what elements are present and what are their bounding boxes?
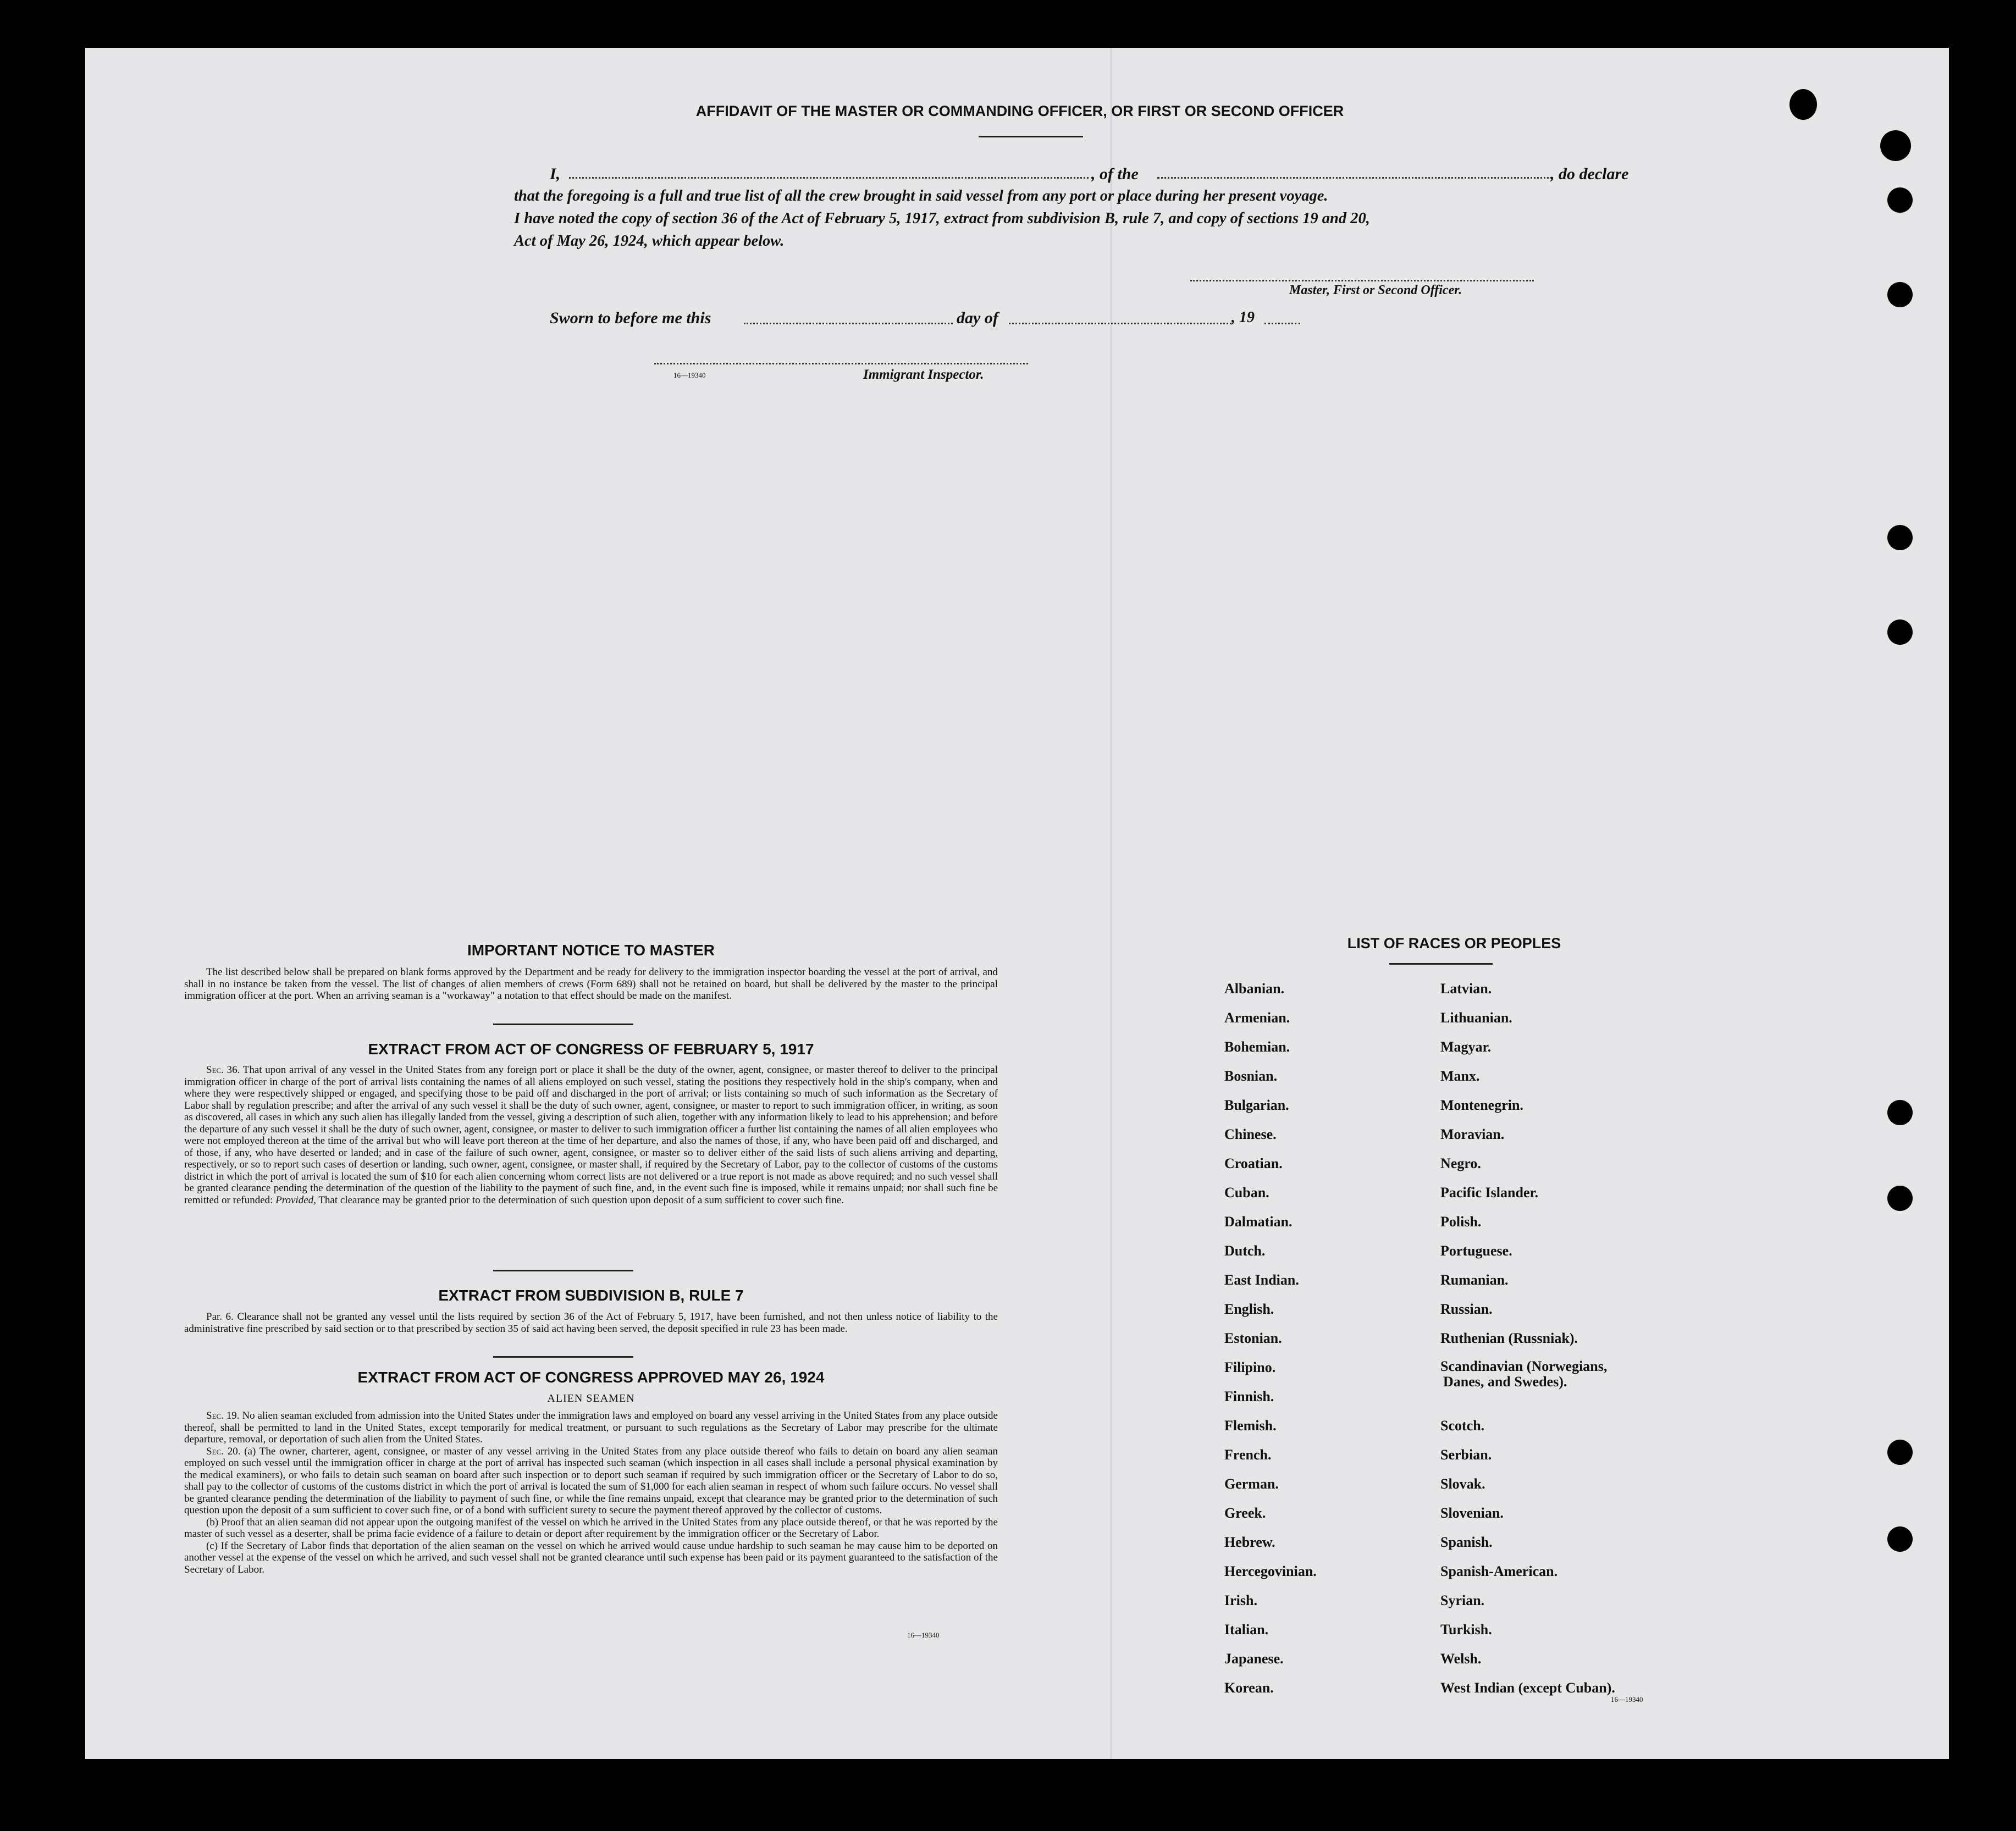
section-rule (493, 1356, 633, 1358)
race-item: Montenegrin. (1440, 1097, 1523, 1113)
section-20c-text: (c) If the Secretary of Labor finds that deportation of the alien seaman on the vessel on which he arrived would cause undue hardship to such seaman he may cause him to be deported on another vessel at the expense of the vessel on which he arrived, and such vessel shall not be granted clearance until such expense has been paid or its payment guaranteed to the satisfaction of the Secretary of Labor. (184, 1540, 998, 1575)
ink-blot (1880, 130, 1911, 161)
punch-hole (1887, 1186, 1913, 1211)
race-item: Pacific Islander. (1440, 1185, 1539, 1201)
signature-label: Master, First or Second Officer. (1289, 283, 1462, 297)
races-title-rule (1389, 963, 1493, 965)
notice-text (184, 966, 998, 1002)
section-label: Sec. 36. (206, 1064, 240, 1076)
declare-of-the: , of the (1091, 165, 1139, 183)
form-number: 16—19340 (907, 1631, 940, 1639)
punch-hole (1887, 282, 1913, 307)
race-item: Spanish-American. (1440, 1563, 1558, 1579)
section-rule (493, 1024, 633, 1025)
document-page (85, 48, 1949, 1759)
race-item: Flemish. (1224, 1418, 1277, 1434)
vessel-field (1157, 177, 1553, 179)
notice-paragraph: The list described below shall be prepared on blank forms approved by the Department and be ready for delivery to the immigration inspector boarding the vessel at the port of arrival, and shall in no instance be taken from the vessel. The list of changes of alien members of crews (Form 689) shall not be retained on board, but shall be delivered by the master to the principal immigration officer at the port. When an arriving seaman is a "workaway" a notation to that effect should be made on the manifest. (184, 966, 998, 1002)
punch-hole (1887, 1100, 1913, 1125)
name-field (569, 177, 1089, 179)
affidavit-body-line: I have noted the copy of section 36 of the Act of February 5, 1917, extract from subdivision B, rule 7, and copy of sections 19 and 20, (514, 210, 1370, 227)
section-19-text: No alien seaman excluded from admission into the United States under the immigration laws and employed on board any vessel arriving in the United States from any place outside thereof, shall be permitted to land in the United States, except temporarily for medical treatment, or pursuant to such regulations as the Secretary of Labor may prescribe for the ultimate departure, removal, or deportation of such alien from the United States. (184, 1410, 998, 1445)
race-item: Armenian. (1224, 1010, 1290, 1026)
race-item: Negro. (1440, 1155, 1481, 1171)
race-item: Cuban. (1224, 1185, 1269, 1201)
race-item: French. (1224, 1447, 1272, 1463)
race-item: Japanese. (1224, 1651, 1284, 1667)
race-item: Bulgarian. (1224, 1097, 1289, 1113)
declare-i: I, (550, 165, 561, 183)
race-item: Scotch. (1440, 1418, 1485, 1434)
race-item: Rumanian. (1440, 1272, 1509, 1288)
race-item: Danes, and Swedes). (1443, 1374, 1567, 1390)
race-item: Greek. (1224, 1505, 1266, 1521)
signature-field (1190, 280, 1534, 281)
race-item: Estonian. (1224, 1330, 1282, 1346)
extract-1924-text (184, 1410, 998, 1575)
inspector-label: Immigrant Inspector. (863, 367, 984, 382)
race-item: Bosnian. (1224, 1068, 1278, 1084)
inspector-field (654, 363, 1028, 364)
rule7-paragraph: Par. 6. Clearance shall not be granted any vessel until the lists required by section 36 of the Act of February 5, 1917, have been furnished, and not then unless notice of liability to the administrative fine prescribed by said section or to that prescribed by section 35 of said act having been served, the deposit specified in rule 23 has been made. (184, 1311, 998, 1335)
race-item: Russian. (1440, 1301, 1493, 1317)
notice-title: IMPORTANT NOTICE TO MASTER (467, 942, 715, 959)
race-item: Lithuanian. (1440, 1010, 1512, 1026)
provided-word: Provided, (275, 1194, 316, 1206)
extract-1917-title: EXTRACT FROM ACT OF CONGRESS OF FEBRUARY 5, 1917 (368, 1041, 814, 1058)
alien-seamen-subtitle: ALIEN SEAMEN (547, 1392, 635, 1404)
race-item: Welsh. (1440, 1651, 1482, 1667)
race-item: Spanish. (1440, 1534, 1493, 1550)
races-title: LIST OF RACES OR PEOPLES (1347, 935, 1561, 952)
race-item: Korean. (1224, 1680, 1274, 1696)
form-number: 16—19340 (1611, 1695, 1643, 1703)
race-item: Dalmatian. (1224, 1214, 1293, 1230)
race-item: Italian. (1224, 1622, 1269, 1638)
form-number: 16—19340 (673, 371, 706, 379)
section-36-tail: That clearance may be granted prior to the determination of such question upon deposit of a sum sufficient to cover such fine. (318, 1194, 844, 1206)
race-item: West Indian (except Cuban). (1440, 1680, 1615, 1696)
race-item: Ruthenian (Russniak). (1440, 1330, 1578, 1346)
section-rule (493, 1270, 633, 1271)
race-item: Hebrew. (1224, 1534, 1275, 1550)
sworn-year-field (1264, 323, 1300, 324)
race-item: Slovenian. (1440, 1505, 1504, 1521)
race-item: Manx. (1440, 1068, 1480, 1084)
section-label: Sec. 20. (206, 1445, 241, 1457)
page-fold (1111, 48, 1112, 1759)
race-item: Dutch. (1224, 1243, 1266, 1259)
title-rule (979, 136, 1083, 137)
punch-hole (1887, 1440, 1913, 1465)
race-item: Hercegovinian. (1224, 1563, 1317, 1579)
affidavit-title: AFFIDAVIT OF THE MASTER OR COMMANDING OFFICER, OR FIRST OR SECOND OFFICER (695, 103, 1344, 119)
race-item: Polish. (1440, 1214, 1482, 1230)
race-item: Irish. (1224, 1592, 1257, 1608)
punch-hole (1887, 619, 1913, 645)
race-item: English. (1224, 1301, 1274, 1317)
race-item: Albanian. (1224, 981, 1285, 997)
race-item: Serbian. (1440, 1447, 1492, 1463)
section-20b-text: (b) Proof that an alien seaman did not appear upon the outgoing manifest of the vessel on which he arrived in the United States from any place outside thereof, or that he was reported by the master of such vessel as a deserter, shall be prima facie evidence of a failure to detain or deport after requirement by the immigration officer or the Secretary of Labor. (184, 1516, 998, 1540)
section-label: Sec. 19. (206, 1410, 240, 1421)
race-item: German. (1224, 1476, 1279, 1492)
rule7-title: EXTRACT FROM SUBDIVISION B, RULE 7 (438, 1287, 744, 1304)
race-item: Filipino. (1224, 1359, 1276, 1375)
rule7-text (184, 1311, 998, 1335)
declare-text: , do declare (1550, 165, 1629, 183)
race-item: Scandinavian (Norwegians, (1440, 1358, 1608, 1374)
extract-1924-title: EXTRACT FROM ACT OF CONGRESS APPROVED MAY 26, 1924 (357, 1369, 825, 1386)
punch-hole (1887, 525, 1913, 550)
affidavit-body-line: that the foregoing is a full and true list of all the crew brought in said vessel from any port or place during her present voyage. (514, 187, 1328, 204)
race-item: Moravian. (1440, 1126, 1505, 1142)
race-item: Finnish. (1224, 1389, 1274, 1404)
ink-blot (1789, 89, 1817, 120)
race-item: Bohemian. (1224, 1039, 1290, 1055)
sworn-year: , 19 (1231, 309, 1255, 326)
sworn-prefix: Sworn to before me this (550, 309, 711, 327)
sworn-day-of: day of (957, 309, 998, 327)
sworn-day-field (744, 323, 953, 324)
affidavit-body-line: Act of May 26, 1924, which appear below. (514, 233, 785, 250)
punch-hole (1887, 187, 1913, 213)
race-item: Slovak. (1440, 1476, 1485, 1492)
race-item: Portuguese. (1440, 1243, 1512, 1259)
race-item: Syrian. (1440, 1592, 1485, 1608)
sworn-month-field (1009, 323, 1231, 324)
section-36-text: That upon arrival of any vessel in the United States from any foreign port or place it shall be the duty of the owner, agent, consignee, or master thereof to deliver to the principal immigration officer in charge of the port of arrival lists containing the names of all aliens employed on such vessel, stating the positions they respectively hold in the ship's company, when and where they were respectively shipped or engaged, and specifying those to be paid off and discharged in the port of arrival; or lists containing so much of such information as the Secretary of Labor shall by regulation prescribe; and after the arrival of any such vessel it shall be the duty of such owner, agent, consignee, or master to report to such immigration officer, in writing, as soon as discovered, all cases in which any such alien has illegally landed from the vessel, giving a description of such alien, together with any information likely to lead to his apprehension; and before the departure of any such vessel it shall be the duty of such owner, agent, consignee, or master to deliver to such immigration officer a further list containing the names of all alien employees who were not employed thereon at the time of the arrival but who will leave port thereon at the time of her departure, and also the names of those, if any, who have been paid off and discharged, and of those, if any, who have deserted or landed; and in case of the failure of such owner, agent, consignee, or master so to deliver either of the said lists of such aliens arriving and departing, respectively, or so to report such cases of desertion or landing, such owner, agent, consignee, or master shall, if required by the Secretary of Labor, pay to the collector of customs of the customs district in which the port of arrival is located the sum of $10 for each alien concerning whom correct lists are not delivered or a true report is not made as above required; and no such vessel shall be granted clearance pending the determination of the question of the liability to the payment of such fine, and, in the event such fine is imposed, while it remains unpaid; nor shall such fine be remitted or refunded: (184, 1064, 998, 1206)
race-item: Magyar. (1440, 1039, 1492, 1055)
extract-1917-text (184, 1064, 998, 1206)
section-20a-text: (a) The owner, charterer, agent, consignee, or master of any vessel arriving in the United States from any place outside thereof who fails to detain on board any alien seaman employed on such vessel until the immigration officer in charge at the port of arrival has inspected such seaman (which inspection in all cases shall include a personal physical examination by the medical examiners), or who fails to detain such seaman on board after such inspection or to deport such seaman if required by such immigration officer or the Secretary of Labor to do so, shall pay to the collector of customs of the customs district in which the port of arrival is located the sum of $1,000 for each alien seaman in respect of whom such failure occurs. No vessel shall be granted clearance pending the determination of the liability to payment of such fine, or while the fine remains unpaid, except that clearance may be granted prior to the determination of such question upon the deposit of a sum sufficient to cover such fine, or of a bond with sufficient surety to secure the payment thereof approved by the collector of customs. (184, 1445, 998, 1516)
race-item: East Indian. (1224, 1272, 1299, 1288)
race-item: Croatian. (1224, 1155, 1283, 1171)
race-item: Latvian. (1440, 981, 1492, 997)
punch-hole (1887, 1526, 1913, 1552)
race-item: Turkish. (1440, 1622, 1492, 1638)
race-item: Chinese. (1224, 1126, 1277, 1142)
